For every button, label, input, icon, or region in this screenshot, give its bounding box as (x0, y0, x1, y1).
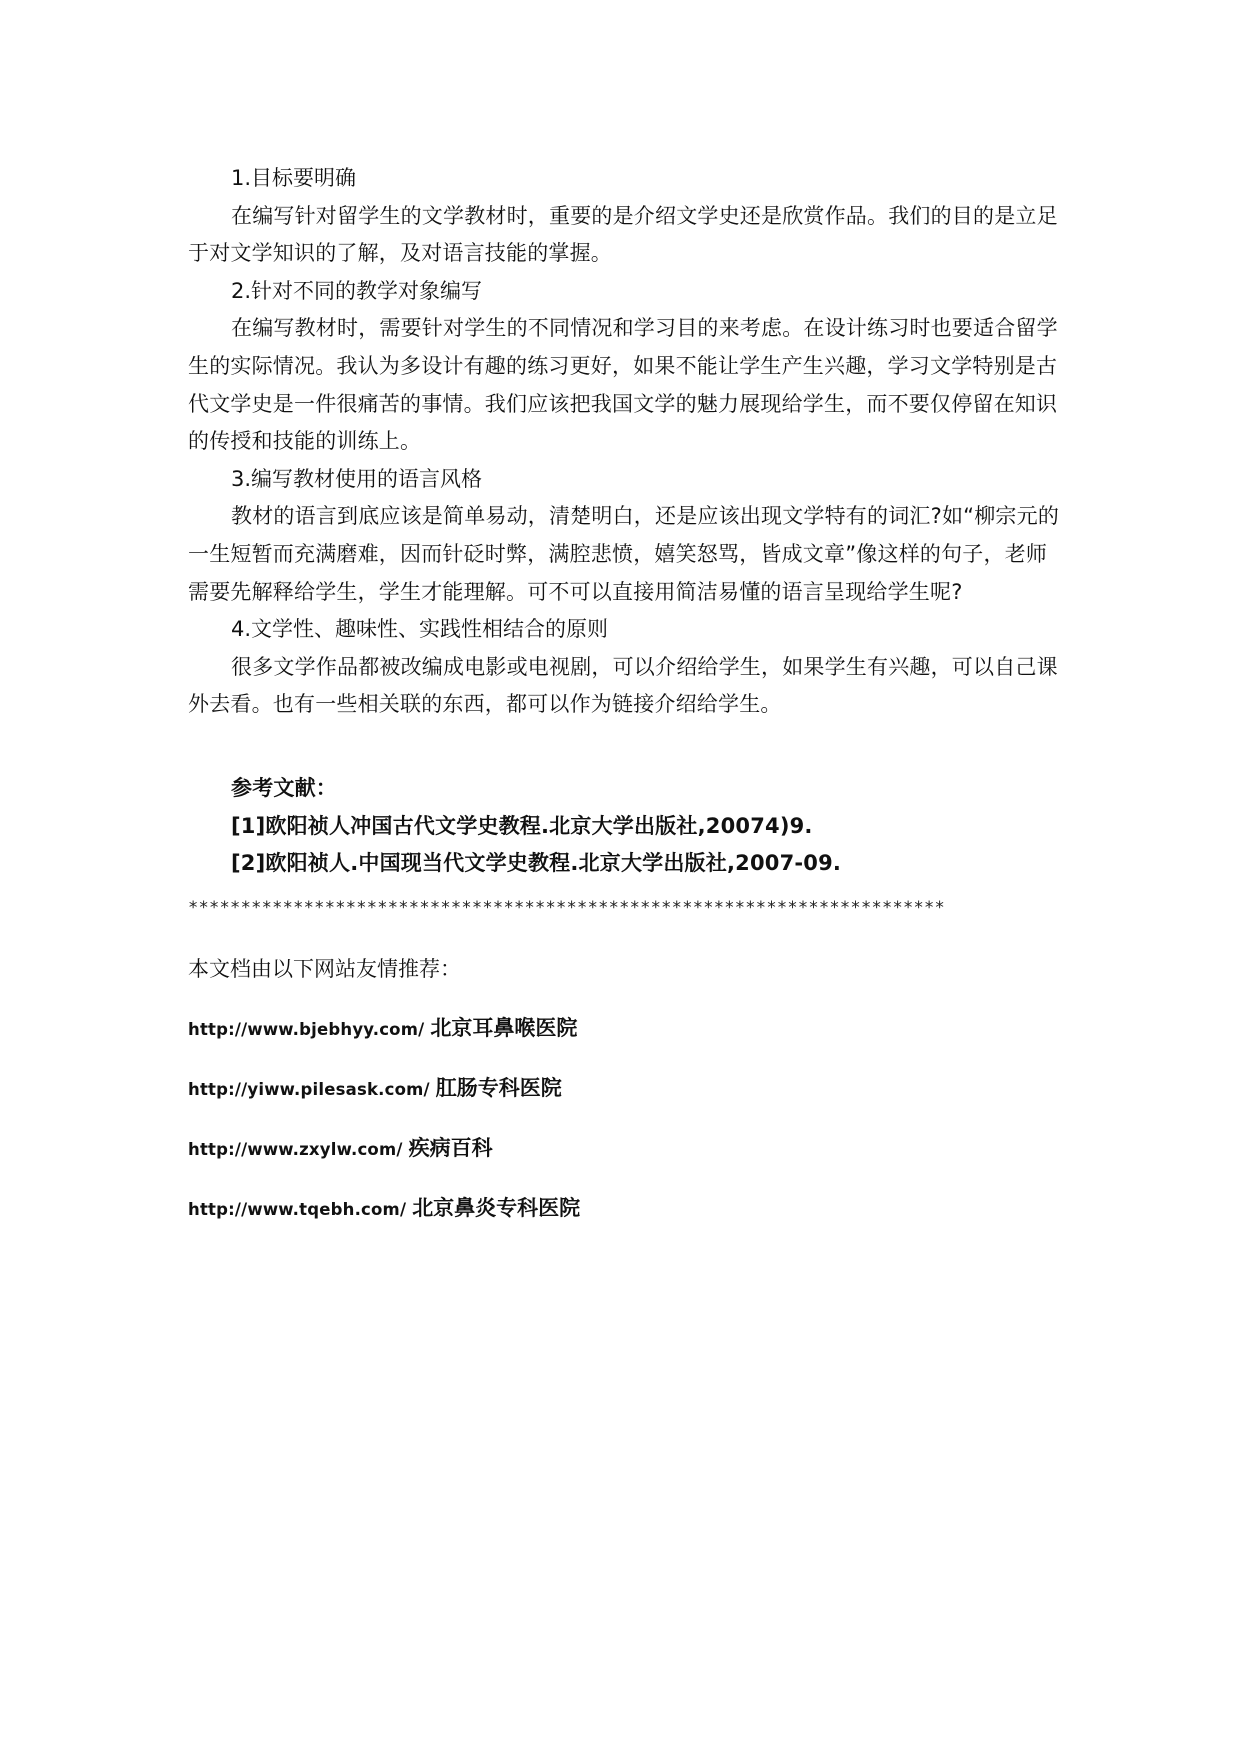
section-heading-1: 1.目标要明确 (231, 166, 357, 190)
link-name: 肛肠专科医院 (435, 1076, 562, 1100)
link-url[interactable]: http://yiww.pilesask.com/ (188, 1080, 430, 1099)
section-paragraph-3: 教材的语言到底应该是简单易动，清楚明白，还是应该出现文学特有的词汇?如“柳宗元的一生短暂而充满磨难，因而针砭时弊，满腔悲愤，嬉笑怒骂，皆成文章”像这样的句子，老师需要先解释给学生，学生才能理解。可不可以直接用简洁易懂的语言呈现给学生呢? (188, 504, 1060, 604)
section-heading-3: 3.编写教材使用的语言风格 (231, 466, 483, 491)
section-heading-4: 4.文学性、趣味性、实践性相结合的原则 (231, 617, 609, 642)
separator-line: ************************************************************************ (188, 898, 946, 918)
recommend-link-2[interactable] (188, 1072, 562, 1102)
references-title: 参考文献： (231, 776, 337, 800)
section-paragraph-2: 在编写教材时，需要针对学生的不同情况和学习目的来考虑。在设计练习时也要适合留学生的实际情况。我认为多设计有趣的练习更好，如果不能让学生产生兴趣，学习文学特别是古代文学史是一件很痛苦的事情。我们应该把我国文学的魅力展现给学生，而不要仅停留在知识的传授和技能的训练上。 (188, 316, 1058, 454)
section-paragraph-4: 很多文学作品都被改编成电影或电视剧，可以介绍给学生，如果学生有兴趣，可以自己课外去看。也有一些相关联的东西，都可以作为链接介绍给学生。 (188, 654, 1058, 717)
recommend-link-4[interactable] (188, 1192, 580, 1222)
reference-item-2: [2]欧阳祯人.中国现当代文学史教程.北京大学出版社,2007-09. (231, 851, 842, 876)
recommend-intro: 本文档由以下网站友情推荐： (188, 957, 461, 981)
recommend-link-1[interactable] (188, 1012, 577, 1042)
body-text (188, 160, 1068, 724)
section-heading-2: 2.针对不同的教学对象编写 (231, 278, 483, 303)
link-name: 北京耳鼻喉医院 (430, 1016, 578, 1040)
link-name: 疾病百科 (408, 1136, 493, 1160)
reference-item-1: [1]欧阳祯人冲国古代文学史教程.北京大学出版社,20074)9. (231, 813, 813, 838)
section-paragraph-1: 在编写针对留学生的文学教材时，重要的是介绍文学史还是欣赏作品。我们的目的是立足于对文学知识的了解，及对语言技能的掌握。 (188, 203, 1058, 266)
references (231, 770, 1091, 883)
recommend-link-3[interactable] (188, 1132, 493, 1162)
link-url[interactable]: http://www.bjebhyy.com/ (188, 1020, 425, 1039)
link-url[interactable]: http://www.tqebh.com/ (188, 1200, 407, 1219)
link-name: 北京鼻炎专科医院 (412, 1196, 581, 1220)
link-url[interactable]: http://www.zxylw.com/ (188, 1140, 403, 1159)
